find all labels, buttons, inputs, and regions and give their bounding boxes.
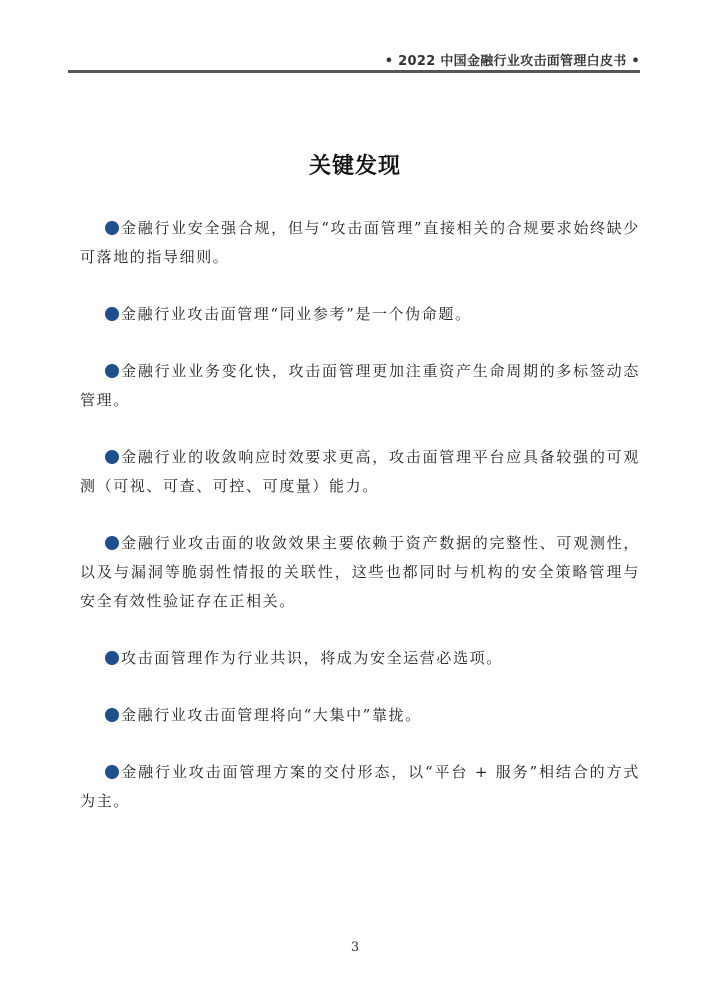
bullet-dot-icon — [105, 221, 119, 235]
running-header: • 2022 中国金融行业攻击面管理白皮书 • — [384, 54, 640, 69]
finding-item — [80, 214, 640, 272]
finding-item — [80, 443, 640, 501]
finding-text: 金融行业业务变化快，攻击面管理更加注重资产生命周期的多标签动态管理。 — [80, 362, 640, 409]
finding-text: 金融行业安全强合规，但与“攻击面管理”直接相关的合规要求始终缺少可落地的指导细则。 — [80, 219, 640, 266]
finding-item — [80, 758, 640, 816]
finding-text: 金融行业的收敛响应时效要求更高，攻击面管理平台应具备较强的可观测（可视、可查、可控、可度量）能力。 — [80, 448, 640, 495]
bullet-dot-icon — [105, 450, 119, 464]
finding-item — [80, 357, 640, 415]
key-findings-list — [80, 214, 640, 844]
bullet-dot-icon — [105, 651, 119, 665]
finding-item — [80, 701, 640, 730]
header-rule — [68, 70, 640, 73]
bullet-dot-icon — [105, 307, 119, 321]
finding-text: 金融行业攻击面管理“同业参考”是一个伪命题。 — [121, 305, 472, 323]
finding-text: 攻击面管理作为行业共识，将成为安全运营必选项。 — [121, 649, 503, 667]
page-number: 3 — [350, 940, 360, 955]
finding-text: 金融行业攻击面管理方案的交付形态，以“平台 + 服务”相结合的方式为主。 — [80, 763, 640, 810]
bullet-dot-icon — [105, 708, 119, 722]
bullet-dot-icon — [105, 364, 119, 378]
finding-text: 金融行业攻击面管理将向“大集中”靠拢。 — [121, 706, 422, 724]
bullet-dot-icon — [105, 765, 119, 779]
bullet-dot-icon — [105, 536, 119, 550]
finding-item — [80, 300, 640, 329]
finding-item — [80, 644, 640, 673]
finding-item — [80, 529, 640, 616]
finding-text: 金融行业攻击面的收敛效果主要依赖于资产数据的完整性、可观测性，以及与漏洞等脆弱性情报的关联性，这些也都同时与机构的安全策略管理与安全有效性验证存在正相关。 — [80, 534, 640, 610]
page-title: 关键发现 — [308, 153, 401, 179]
